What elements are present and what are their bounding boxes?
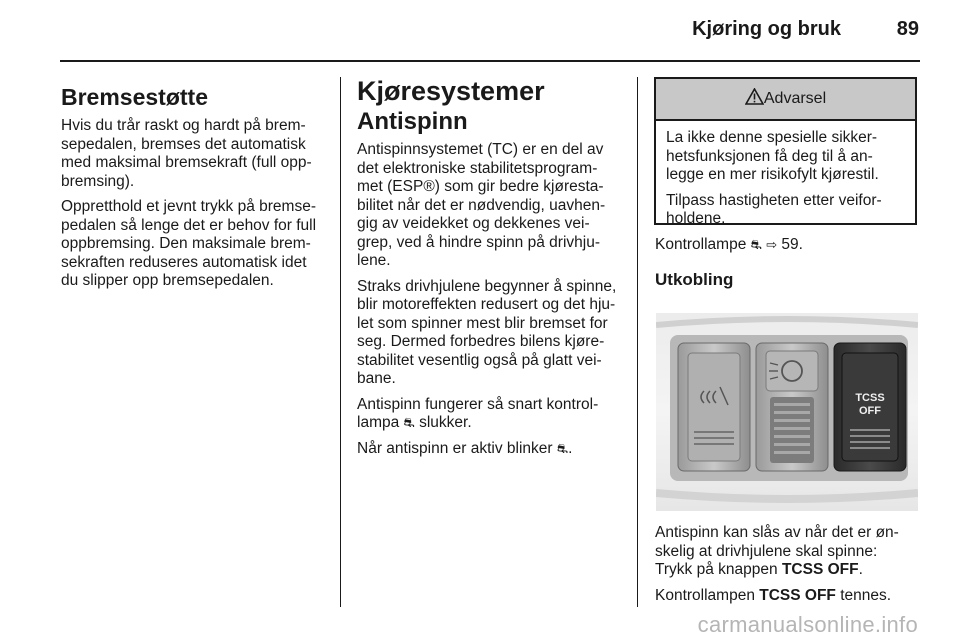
section-heading: Bremsestøtte: [61, 84, 208, 110]
paragraph: Straks drivhjulene begynner å spinne, blir motoreffekten redusert og det hju- let som spinner mest blir bremset for seg. Dermed forbedres bilens kjøre- stabilitet vesentlig også på glatt vei- bane.: [357, 277, 617, 387]
page-header-title: Kjøring og bruk: [692, 18, 841, 40]
warning-triangle-icon: [745, 88, 764, 110]
warning-header: [656, 79, 915, 121]
tcss-button-label-line2: OFF: [859, 405, 881, 417]
paragraph: Hvis du trår raskt og hardt på brem- sepedalen, bremses det automatisk med maksimal bremsekraft (full opp- bremsing).: [61, 117, 312, 190]
warning-box: [654, 77, 917, 225]
column-brake-assist: [61, 84, 333, 298]
button-name: TCSS OFF: [781, 561, 859, 578]
switch-panel-photo: [656, 313, 918, 511]
chapter-heading: Kjøresystemer: [357, 76, 545, 106]
header-rule: [60, 60, 920, 62]
section-heading: Antispinn: [357, 108, 468, 135]
skid-car-icon: ⛐: [556, 440, 569, 456]
paragraph: La ikke denne spesielle sikker- hetsfunksjonen få deg til å an- legge en mer risikofylt kjørestil.: [666, 129, 879, 183]
paragraph: Antispinnsystemet (TC) er en del av det elektroniske stabilitetsprogram- met (ESP®) som gir bedre kjøresta- bilitet når det er nødvendig, uavhen- gig av veidekket og dekkenes vei- grep, ved å hindre spinn på drivhju- lene.: [357, 141, 606, 269]
paragraph: Når antispinn er aktiv blinker ⛐.: [357, 439, 573, 457]
tcss-button-label-line1: TCSS: [855, 392, 885, 404]
column-disable-text: [655, 524, 920, 612]
page-number: 89: [896, 18, 919, 40]
paragraph: Tilpass hastigheten etter veifor- holdene.: [666, 191, 882, 227]
skid-car-icon: ⛐: [750, 237, 762, 252]
paragraph: Kontrollampen TCSS OFF tennes.: [655, 586, 892, 604]
column-divider: [637, 77, 638, 607]
paragraph: Antispinn fungerer så snart kontrol- lampa ⛐ slukker.: [357, 395, 599, 431]
section-heading: Utkobling: [655, 269, 734, 289]
paragraph: Antispinn kan slås av når det er øn- skelig at drivhjulene skal spinne: Trykk på knappen TCSS OFF.: [655, 524, 899, 578]
column-disable: [655, 236, 920, 290]
paragraph: Oppretthold et jevnt trykk på bremse- pedalen så lenge det er behov for full oppbremsing. Den maksimale brem- sekraften reduseres automatisk idet du slipper opp bremsepedalen.: [61, 198, 317, 289]
paragraph: Kontrollampe ⛐ ⇨ 59.: [655, 236, 803, 253]
page-reference-icon: ⇨: [766, 237, 778, 252]
button-name: TCSS OFF: [759, 586, 836, 604]
watermark: carmanualsonline.info: [697, 612, 918, 637]
column-traction-control: [357, 76, 627, 465]
column-divider: [340, 77, 341, 607]
warning-label: Advarsel: [763, 90, 827, 107]
skid-car-icon: ⛐: [403, 415, 415, 430]
